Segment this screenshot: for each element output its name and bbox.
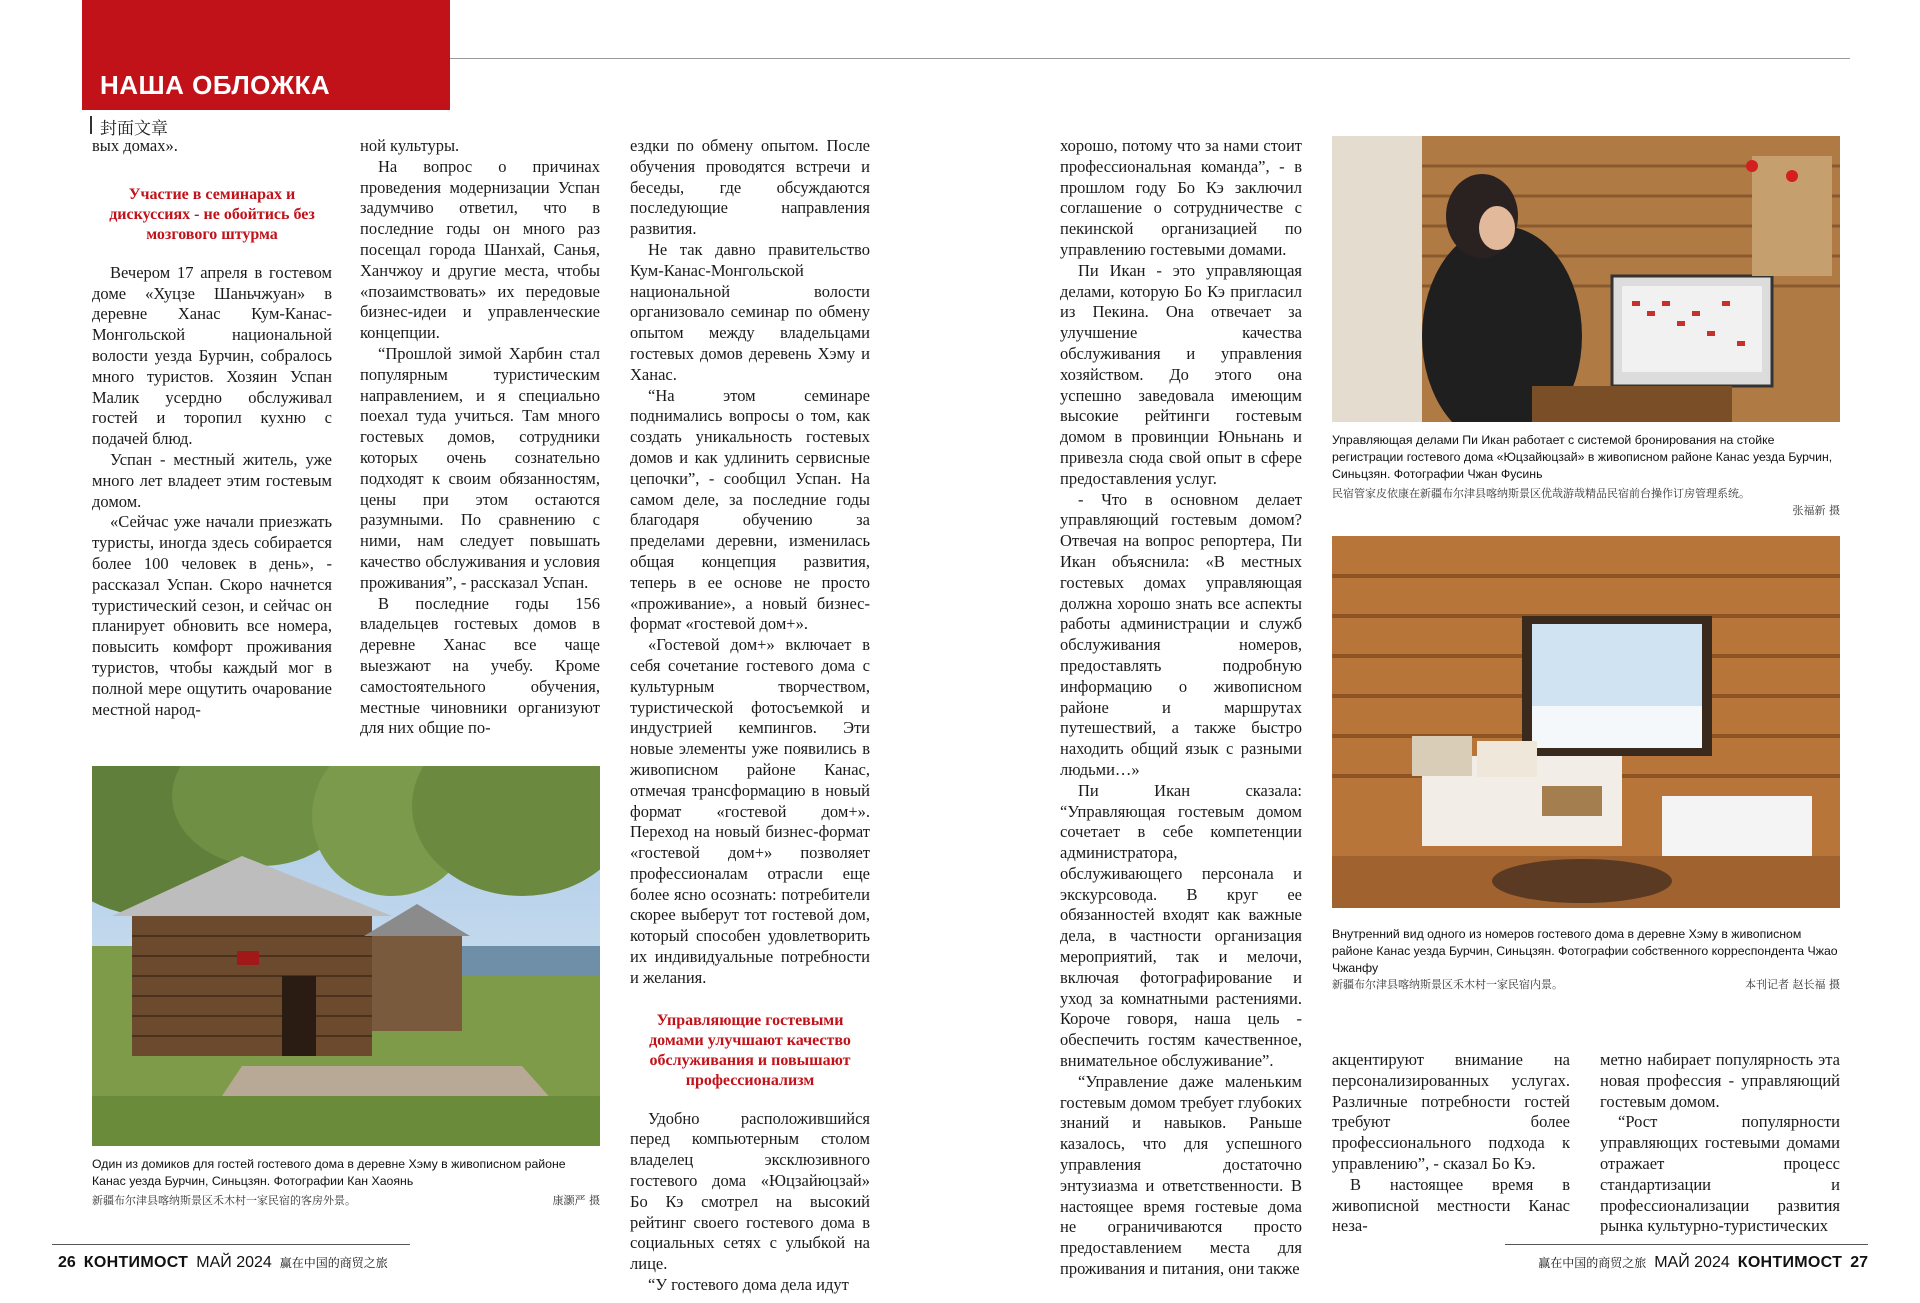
paragraph: В настоящее время в живописной местности Канас неза- (1332, 1174, 1570, 1236)
paragraph: “Управление даже маленьким гостевым домом требует глубоких знаний и навыков. Раньше казалось, что для успешного управления достаточно энтузиазма и ответственности. В настоящее время гостевые дома не ограничиваются просто предоставлением места для проживания и питания, они также (1060, 1071, 1302, 1279)
footer-left (58, 1254, 388, 1272)
section-marker (90, 116, 92, 134)
cabin-photo-credit: 康灏严 摄 (552, 1194, 600, 1207)
paragraph: Успан - местный житель, уже много лет владеет этим гостевым домом. (92, 449, 332, 511)
magazine-name: КОНТИМОСТ (83, 1254, 189, 1271)
section-banner (82, 0, 450, 110)
paragraph: ной культуры. (360, 136, 460, 155)
paragraph: “У гостевого дома дела идут (648, 1275, 849, 1295)
paragraph: метно набирает популярность эта новая профессия - управляющий гостевым домом. (1600, 1050, 1840, 1111)
paragraph: Вечером 17 апреля в гостевом доме «Хуцзе Шаньчжуан» в деревне Ханас Кум-Канас-Монгольской национальной волости уезда Бурчин, собралось много туристов. Хозяин Успан Малик усердно обслуживал гостей и торопил кухню с подачей блюд. (92, 262, 332, 449)
article-column-2 (360, 136, 600, 739)
issue-date: МАЙ 2024 (1654, 1254, 1730, 1271)
paragraph: - Что в основном делает управляющий гостевым домом? Отвечая на вопрос репортера, Пи Икан объяснила: «В местных гостевых домах управляющая должна хорошо знать все аспекты работы администрации и служб обслуживания номеров, предоставлять подробную информацию о живописном районе и маршрутах путешествий, а также быстро находить общий язык с разными людьми…» (1060, 489, 1302, 779)
paragraph: На вопрос о причинах проведения модернизации Успан задумчиво ответил, что в последние годы он много раз посещал города Шанхай, Санья, Ханчжоу и другие места, чтобы «позаимствовать» их передовые бизнес-идеи и управленческие концепции. (360, 156, 600, 343)
tagline-cn: 赢在中国的商贸之旅 (1538, 1256, 1647, 1270)
paragraph: ездки по обмену опытом. После обучения проводятся встречи и беседы, где обсуждаются последующие направления развития. (630, 136, 870, 239)
reception-photo (1332, 136, 1840, 422)
reception-photo-credit: 张福新 摄 (1792, 504, 1840, 517)
page-number: 27 (1850, 1254, 1868, 1271)
paragraph: «Гостевой дом+» включает в себя сочетание гостевого дома с культурным творчеством, туристической фотосъемкой и индустрией кемпингов. Эти новые элементы уже появились в живописном районе Канас, отмечая трансформацию в новый формат «гостевой дом+». Переход на новый бизнес-формат «гостевой дом+» позволяет профессионалам отрасли еще более ясно осознать: потребители скорее выберут тот гостевой дом, который способен удовлетворить их индивидуальные потребности и желания. (630, 635, 870, 987)
header-divider (450, 58, 1850, 59)
room-interior-photo (1332, 536, 1840, 908)
footer-divider-right (1505, 1244, 1868, 1245)
room-photo-caption-cn: 新疆布尔津县喀纳斯景区禾木村一家民宿内景。 (1332, 978, 1563, 991)
paragraph: вых домах». (92, 136, 178, 155)
cabin-photo (92, 766, 600, 1146)
paragraph: Пи Икан сказала: “Управляющая гостевым домом сочетает в себе компетенции администратора, обслуживающего персонала и экскурсовода. В круг ее обязанностей входят как важные дела, в частности организация мероприятий, так и мелочи, включая фотографирование и уход за комнатными растениями. Короче говоря, наша цель - обеспечить гостям качественное, внимательное обслуживание”. (1060, 780, 1302, 1071)
paragraph: хорошо, потому что за нами стоит профессиональная команда”, - в прошлом году Бо Кэ заключил соглашение о сотрудничестве с пекинской организацией по управлению гостевыми домами. (1060, 136, 1302, 259)
paragraph: Пи Икан - это управляющая делами, которую Бо Кэ пригласил из Пекина. Она отвечает за улучшение качества обслуживания и управления хозяйством. До этого она успешно заведовала имеющим высокие рейтинги гостевым домом в провинции Юньнань и привезла сюда свой опыт в сфере предоставления услуг. (1060, 260, 1302, 488)
footer-divider-left (52, 1244, 410, 1245)
paragraph: Не так давно правительство Кум-Канас-Монгольской национальной волости организовало семинар по обмену опытом между владельцами гостевых домов деревень Хэму и Ханас. (630, 239, 870, 384)
article-column-3 (630, 136, 870, 1296)
magazine-name: КОНТИМОСТ (1737, 1254, 1843, 1271)
reception-photo-caption: Управляющая делами Пи Икан работает с системой бронирования на стойке регистрации гостевого дома «Юцзайюцзай» в живописном районе Канас уезда Бурчин, Синьцзян. Фотографии Чжан Фусинь (1332, 433, 1833, 481)
issue-date: МАЙ 2024 (196, 1254, 272, 1271)
paragraph: “На этом семинаре поднимались вопросы о том, как создать уникальность гостевых домов и как удлинить сервисные цепочки”, - сообщил Успан. На самом деле, за последние годы благодаря обучению за пределами деревни, изменилась общая концепция развития, теперь в ее основе не просто «проживание», а новый бизнес-формат «гостевой дом+». (630, 385, 870, 634)
footer-right (1538, 1254, 1868, 1272)
section-title: НАША ОБЛОЖКА (100, 70, 331, 100)
paragraph: акцентируют внимание на персонализированных услугах. Различные потребности гостей требуют более профессионального подхода к управлению”, - сказал Бо Кэ. (1332, 1050, 1570, 1173)
subheading: Участие в семинарах и дискуссиях - не обойтись без мозгового штурма (109, 185, 315, 243)
paragraph: “Прошлой зимой Харбин стал популярным туристическим направлением, и я специально поехал туда учиться. Там много гостевых домов, сотрудники которых очень сознательно подходят к своим обязанностям, цены при этом остаются разумными. По сравнению с ними, нам следует повышать качество обслуживания и условия проживания”, - рассказал Успан. (360, 343, 600, 592)
room-photo-credit: 本刊记者 赵长福 摄 (1745, 978, 1840, 991)
paragraph: «Сейчас уже начали приезжать туристы, иногда здесь собирается более 100 человек в день», - рассказал Успан. Скоро начнется туристический сезон, и сейчас он планирует обновить все номера, повысить комфорт проживания туристов, чтобы каждый мог в полной мере ощутить очарование местной народ- (92, 512, 332, 719)
cabin-photo-caption: Один из домиков для гостей гостевого дома в деревне Хэму в живописном районе Канас уезда Бурчин, Синьцзян. Фотографии Кан Хаоянь (92, 1157, 566, 1188)
paragraph: В последние годы 156 владельцев гостевых домов в деревне Ханас все чаще выезжают на учебу. Кроме самостоятельного обучения, местные чиновники организуют для них общие по- (360, 593, 600, 738)
article-column-5 (1332, 1050, 1570, 1237)
article-column-6 (1600, 1050, 1840, 1237)
paragraph: Удобно расположившийся перед компьютерным столом владелец эксклюзивного гостевого дома «Юцзайюцзай» Бо Кэ смотрел на высокий рейтинг своего гостевого дома в социальных сетях с улыбкой на лице. (630, 1108, 870, 1274)
cabin-photo-caption-cn: 新疆布尔津县喀纳斯景区禾木村一家民宿的客房外景。 (92, 1194, 356, 1207)
section-subtitle-cn: 封面文章 (100, 119, 168, 138)
article-column-1 (92, 136, 332, 720)
tagline-cn: 赢在中国的商贸之旅 (279, 1256, 388, 1270)
subheading: Управляющие гостевыми домами улучшают качество обслуживания и повышают профессионализм (649, 1011, 851, 1089)
paragraph: “Рост популярности управляющих гостевыми домами отражает процесс стандартизации и профессионализации развития рынка культурно-туристических (1600, 1112, 1840, 1236)
room-photo-caption: Внутренний вид одного из номеров гостевого дома в деревне Хэму в живописном районе Канас уезда Бурчин, Синьцзян. Фотографии собственного корреспондента Чжао Чжанфу (1332, 927, 1838, 975)
article-column-4 (1060, 136, 1302, 1280)
reception-photo-caption-cn: 民宿管家皮依康在新疆布尔津县喀纳斯景区优哉游哉精品民宿前台操作订房管理系统。 (1332, 487, 1750, 500)
page-number: 26 (58, 1254, 76, 1271)
